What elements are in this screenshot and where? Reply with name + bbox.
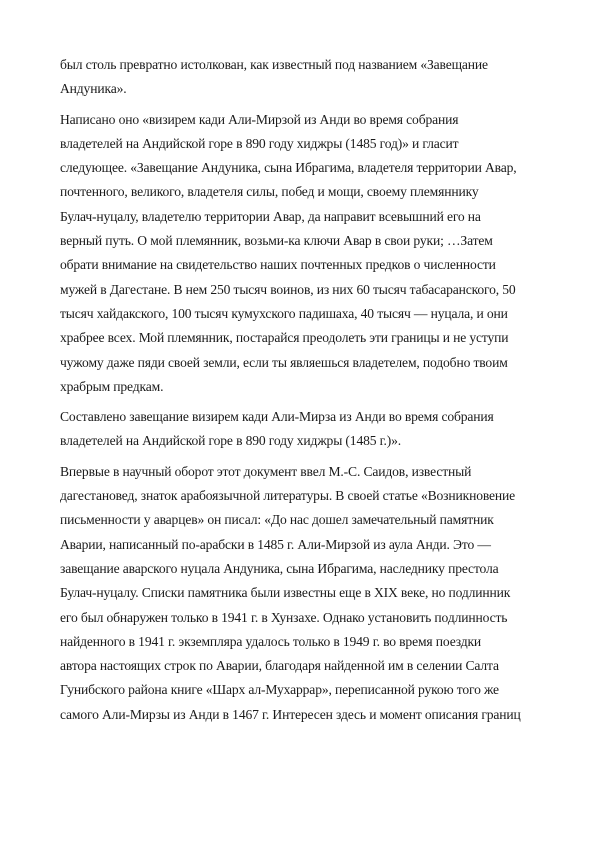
paragraph-4 (60, 460, 538, 727)
text-line: Булач-нуцалу, владетелю территории Авар, да направит всевышний его на (60, 208, 481, 224)
text-line: самого Али-Мирзы из Анди в 1467 г. Интересен здесь и момент описания границ (60, 706, 521, 722)
text-line: автора настоящих строк по Аварии, благодаря найденной им в селении Салта (60, 658, 499, 674)
text-line: храбрее всех. Мой племянник, постарайся преодолеть эти границы и не уступи (60, 330, 509, 346)
text-line: Впервые в научный оборот этот документ ввел М.-С. Саидов, известный (60, 463, 472, 479)
text-line: владетелей на Андийской горе в 890 году хиджры (1485 г.)». (60, 433, 402, 449)
text-line: Гунибского района книге «Шарх ал-Мухаррар», переписанной рукою того же (60, 682, 499, 698)
text-line: Булач-нуцалу. Списки памятника были известны еще в XIX веке, но подлинник (60, 585, 511, 601)
text-line: дагестановед, знаток арабоязычной литературы. В своей статье «Возникновение (60, 488, 516, 504)
text-line: верный путь. О мой племянник, возьми-ка ключи Авар в свои руки; …Затем (60, 233, 493, 249)
text-line: владетелей на Андийской горе в 890 году хиджры (1485 год)» и гласит (60, 135, 459, 151)
text-line: чужому даже пяди своей земли, если ты являешься владетелем, подобно твоим (60, 354, 508, 370)
paragraph-1 (60, 53, 538, 102)
text-line: обрати внимание на свидетельство наших почтенных предков о численности (60, 257, 496, 273)
text-line: найденного в 1941 г. экземпляра удалось только в 1949 г. во время поездки (60, 633, 482, 649)
paragraph-3 (60, 405, 538, 454)
text-line: почтенного, великого, владетеля силы, побед и мощи, своему племяннику (60, 184, 479, 200)
document-body (60, 53, 538, 727)
text-line: Андуника». (60, 81, 127, 97)
text-line: тысяч хайдакского, 100 тысяч кумухского падишаха, 40 тысяч — нуцала, и они (60, 305, 508, 321)
paragraph-2 (60, 108, 538, 400)
text-line: мужей в Дагестане. В нем 250 тысяч воинов, из них 60 тысяч табасаранского, 50 (60, 281, 516, 297)
text-line: завещание аварского нуцала Андуника, сына Ибрагима, наследнику престола (60, 560, 499, 576)
text-line: письменности у аварцев» он писал: «До нас дошел замечательный памятник (60, 512, 494, 528)
text-line: Написано оно «визирем кади Али-Мирзой из Анди во время собрания (60, 111, 459, 127)
text-line: был столь превратно истолкован, как известный под названием «Завещание (60, 57, 488, 72)
text-line: его был обнаружен только в 1941 г. в Хунзахе. Однако установить подлинность (60, 609, 508, 625)
text-line: Составлено завещание визирем кади Али-Мирза из Анди во время собрания (60, 409, 494, 425)
text-line: храбрым предкам. (60, 378, 164, 394)
text-line: Аварии, написанный по-арабски в 1485 г. Али-Мирзой из аула Анди. Это — (60, 536, 491, 552)
text-line: следующее. «Завещание Андуника, сына Ибрагима, владетеля территории Авар, (60, 160, 517, 176)
